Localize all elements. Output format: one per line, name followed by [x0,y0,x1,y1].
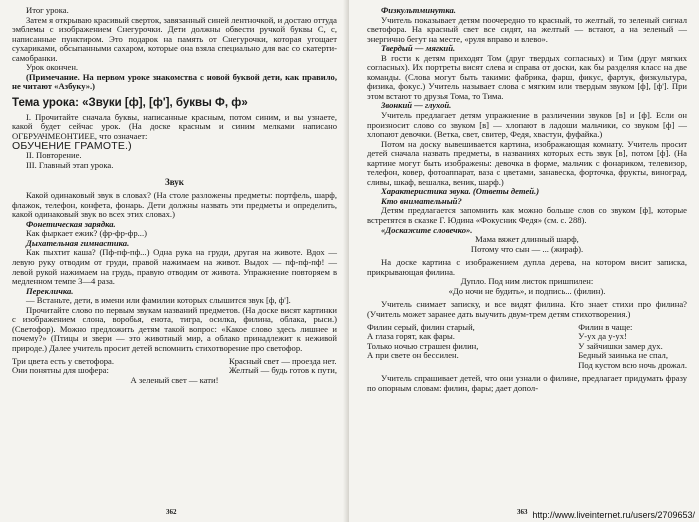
poem-left-lines: Три цвета есть у светофора. Они понятны для шофера: [12,355,115,376]
left-page [0,0,349,522]
text-paragraph: В гости к детям приходят Том (друг твердых согласных) и Тим (друг мягких согласных). Их портреты висят слева и справа от доски, как бы разделяя класс на две команды. (Слова могут быть такими: фабрика, фарш, фикус, фартук, физкультура, физика, фокус.) Учитель называет слова с мягким или твердым звуком [ф], [ф']. При этом встают то друзья Тома, то Тима. [367,52,687,101]
note-line: «До ночи не будить», и подпись... (филин). [448,285,606,296]
page-number: 363 [517,508,528,516]
riddle-line: Мама вяжет длинный шарф, [475,234,579,245]
board-word: ОБУЧЕНИЕ ГРАМОТЕ.) [12,139,132,152]
subheading: Физкультминутка. [381,5,456,15]
text-paragraph: На доске картина с изображением дупла дерева, на котором висит записка, прикрывающая филина. [367,257,687,277]
subheading: Звонкий — глухой. [381,100,452,111]
riddle-line: Потому что сын — ... (жираф). [470,243,584,254]
text-paragraph: II. Повторение. [26,150,82,161]
text-paragraph: Учитель спрашивает детей, что они узнали о филине, предлагает придумать фразу по опорным словам: филин, фары; дает допол- [367,373,687,393]
text-paragraph: Учитель предлагает детям упражнение в различении звуков [в] и [ф]. Если он произносит слово со звуком [в] — хлопают в ладоши мальчики, со звуком [ф] — хлопают девочки. (Ветка, свет, свитер, Федя, хвастун, фуфайка.) [367,110,687,140]
text-paragraph: Как пыхтит каша? (Пф-пф-пф...) Одна рука на груди, другая на животе. Вдох — левую руку отводим от груди, правой нажимаем на живот. Выдох — пф-пф-пф! — левой рукой нажимаем на грудь, правую отводим от живота. Упражнение повторяем в медленном темпе 3—4 раза. [12,247,337,287]
subheading: Кто внимательный? [381,195,462,206]
subheading: «Доскажите словечко». [381,224,473,235]
text-paragraph: Как фыркает ежик? (фр-фр-фр...) [26,228,147,239]
subheading: Перекличка. [26,285,74,296]
left-column [12,6,337,385]
source-url-watermark: http://www.liveinternet.ru/users/2709653/ [532,510,695,520]
subheading: Характеристика звука. (Ответы детей.) [381,186,540,197]
page-number: 362 [166,508,177,516]
poem-left-lines: Филин серый, филин старый, А глаза горят, как фары. Только ночью страшен филин, А при свете он бессилен. [367,321,479,361]
subheading: Фонетическая зарядка. [26,218,116,229]
text-paragraph: — Встаньте, дети, в имени или фамилии которых слышится звук [ф, ф']. [26,295,291,306]
poem-block [12,357,337,376]
right-page [349,0,699,522]
text-paragraph: Итог урока. [26,5,69,15]
right-column [367,6,687,393]
text-paragraph: Учитель снимает записку, и все видят филина. Кто знает стихи про филина? (Учитель может заранее дать выучить двум-трем детям стихотворения.) [367,299,687,319]
text-paragraph: Затем я открываю красивый сверток, завязанный синей лентночкой, и достаю оттуда эмблемы с изображением Снегурочки. Дети должны обвести ручкой буквы С, с, написанные пунктиром. Это подарок на память от Снегурочки, которая угощает сухариками, обсыпанными сахаром, которые она взяла специально для вас со скатерти-самобранки. [12,14,337,63]
text-paragraph: Детям предлагается запомнить как можно больше слов со звуком [ф], которые встретятся в сказке Г. Юдина «Фокусник Федя» (см. с. 288). [367,205,687,226]
poem-right-lines: Филин в чаще: У-ух да у-ух! У зайчишки замер дух. Бедный заинька не спал, Под кустом всю ночь дрожал. [578,321,687,370]
lesson-topic-heading: Тема урока: «Звуки [ф], [ф'], буквы Ф, ф» [12,96,248,109]
poem-block [367,323,687,371]
subheading: Твердый — мягкий. [381,43,456,54]
text-paragraph: Урок окончен. [26,62,79,73]
text-paragraph: Какой одинаковый звук в словах? (На столе разложены предметы: портфель, шарф, флажок, телефон, конфета, фонарь. Дети должны назвать эти предметы и определить, какой одинаковый звук во всех этих словах.) [12,190,337,220]
subheading: Дыхательная гимнастика. [26,237,130,248]
note-line: Дупло. Под ним листок пришпилен: [460,276,594,287]
text-paragraph: Прочитайте слово по первым звукам названий предметов. (На доске висят картинки с изображением слона, воробья, енота, тигра, осилка, филина, облака, рыси.) (Светофор). Можно предложить детям такой вопрос: «Какое слово здесь лишнее и почему?» (Птицы и звери — это животный мир, а облако принадлежит к неживой природе.) Далее учитель просит детей вспомнить стихотворение про светофор. [12,304,337,353]
note-paragraph: (Примечание. На первом уроке знакомства с новой буквой дети, как правило, не читают «Азбуку».) [12,71,337,92]
text-paragraph: I. Прочитайте сначала буквы, написанные красным, потом синим, и вы узнаете, какой будет сейчас урок. (На доске красным и синим мелками написано ОГБРУАЧМЕОНТИЕЕ, что означает: [12,111,337,142]
poem-right-lines: Красный свет — проезда нет. Желтый — будь готов к пути, [229,355,337,376]
text-paragraph: III. Главный этап урока. [26,159,114,170]
section-heading: Звук [165,177,184,188]
text-paragraph: Учитель показывает детям поочередно то красный, то желтый, то зеленый сигнал светофора. На красный свет все сидят, на желтый — встают, а на зеленый — энергично бегут на месте, «руля вправо и влево». [367,14,687,44]
text-paragraph: Потом на доску вывешивается картина, изображающая комнату. Учитель просит детей сначала назвать предметы, в названиях которых есть звук [в], потом [ф]. (На картине могут быть изображены: девочка в форме, мальчик с фонариком, телевизор, телефон, ковер, фотоаппарат, ваза с цветами, занавеска, форточка, фрукты, виноград, сливы, шкаф, вешалка, веник, шарф.) [367,138,687,187]
poem-last-line: А зеленый свет — кати! [130,374,219,385]
